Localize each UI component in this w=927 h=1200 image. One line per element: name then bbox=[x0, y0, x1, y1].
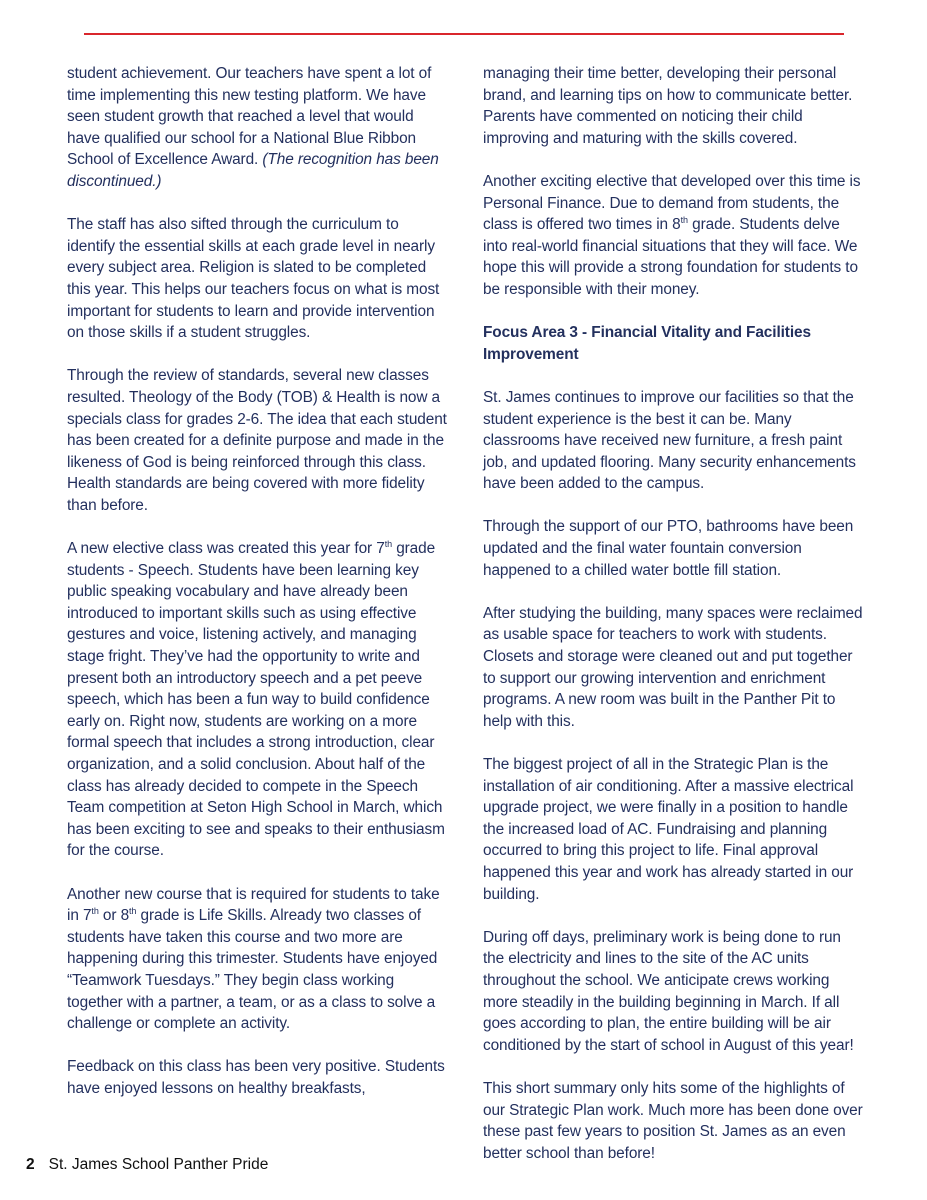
paragraph-summary: This short summary only hits some of the highlights of our Strategic Plan work. Much more has been done over these past few years to position St. James as an even better school than before! bbox=[483, 1079, 863, 1162]
right-column bbox=[483, 63, 863, 1164]
text-segment: grade students - Speech. Students have been learning key public speaking vocabulary and have already been introduced to important skills such as using effective gestures and voice, listening actively, and managing stage fright. They’ve had the opportunity to write and present both an introductory speech and a pet peeve speech, which has been a fun way to build confidence early on. Right now, students are working on a more formal speech that includes a strong introduction, clear organization, and a solid conclusion. About half of the class has already decided to compete in the Speech Team competition at Seton High School in March, which has been exciting to see and speaks to their enthusiasm for the course. bbox=[67, 540, 445, 860]
text-segment: A new elective class was created this year for 7 bbox=[67, 540, 385, 558]
paragraph-text: student achievement. Our teachers have spent a lot of time implementing this new testing platform. We have seen student growth that reached a level that would have qualified our school for a National Blue Ribbon School of Excellence Award. bbox=[67, 65, 432, 169]
text-segment: Another new course that is required for students to take in 7 bbox=[67, 885, 440, 925]
superscript: th bbox=[129, 906, 137, 917]
paragraph-spaces: After studying the building, many spaces were reclaimed as usable space for teachers to work with students. Closets and storage were cleaned out and put together to support our growing intervention and enrichment programs. A new room was built in the Panther Pit to help with this. bbox=[483, 604, 863, 730]
paragraph-pto: Through the support of our PTO, bathrooms have been updated and the final water fountain conversion happened to a chilled water bottle fill station. bbox=[483, 518, 854, 579]
paragraph-standards: Through the review of standards, several new classes resulted. Theology of the Body (TOB) & Health is now a specials class for grades 2-6. The idea that each student has been created for a definite purpose and made in the likeness of God is being reinforced through this class. Health standards are being covered with more fidelity than before. bbox=[67, 367, 447, 514]
paragraph-life-skills bbox=[67, 884, 449, 1035]
text-segment: grade is Life Skills. Already two classes of students have taken this course and two more are happening during this trimester. Students have enjoyed “Teamwork Tuesdays.” They begin class working together with a partner, a team, or as a class to solve a challenge or complete an activity. bbox=[67, 907, 438, 1033]
paragraph-curriculum: The staff has also sifted through the curriculum to identify the essential skills at each grade level in nearly every subject area. Religion is slated to be completed this year. This helps our teachers focus on what is most important for students to learn and provide intervention on those skills if a student struggles. bbox=[67, 216, 440, 342]
page-footer bbox=[26, 1156, 268, 1174]
paragraph-testing bbox=[67, 63, 449, 193]
italic-note: (The recognition has been discontinued.) bbox=[67, 151, 439, 190]
text-segment: Another exciting elective that developed over this time is Personal Finance. Due to demand from students, the class is offered two times in 8 bbox=[483, 172, 861, 234]
left-column bbox=[67, 63, 449, 1100]
paragraph-feedback: Feedback on this class has been very positive. Students have enjoyed lessons on healthy breakfasts, bbox=[67, 1058, 445, 1097]
text-segment: or 8 bbox=[98, 907, 130, 925]
publication-title: St. James School Panther Pride bbox=[48, 1156, 269, 1173]
paragraph-speech bbox=[67, 538, 449, 862]
paragraph-facilities: St. James continues to improve our facilities so that the student experience is the best it can be. Many classrooms have received new furniture, a fresh paint job, and updated flooring. Many security enhancements have been added to the campus. bbox=[483, 388, 856, 493]
paragraph-air-conditioning: The biggest project of all in the Strategic Plan is the installation of air conditioning. After a massive electrical upgrade project, we were finally in a position to handle the increased load of AC. Fundraising and planning occurred to bring this project to life. Final approval happened this year and work has already started in our building. bbox=[483, 756, 854, 903]
section-heading: Focus Area 3 - Financial Vitality and Facilities Improvement bbox=[483, 324, 811, 363]
page-number: 2 bbox=[26, 1156, 35, 1173]
paragraph-life-skills-cont: managing their time better, developing their personal brand, and learning tips on how to communicate better. Parents have commented on noticing their child improving and maturing with the skills covered. bbox=[483, 65, 853, 147]
superscript: th bbox=[680, 215, 688, 226]
superscript: th bbox=[384, 539, 393, 550]
paragraph-personal-finance bbox=[483, 171, 863, 301]
paragraph-off-days: During off days, preliminary work is being done to run the electricity and lines to the site of the AC units throughout the school. We anticipate crews working more steadily in the building beginning in March. If all goes according to plan, the entire building will be air conditioned by the start of school in August of this year! bbox=[483, 928, 854, 1054]
header-rule bbox=[84, 33, 844, 35]
superscript: th bbox=[91, 906, 99, 917]
text-segment: grade. Students delve into real-world financial situations that they will face. We hope this will provide a strong foundation for students to be responsible with their money. bbox=[483, 216, 858, 298]
